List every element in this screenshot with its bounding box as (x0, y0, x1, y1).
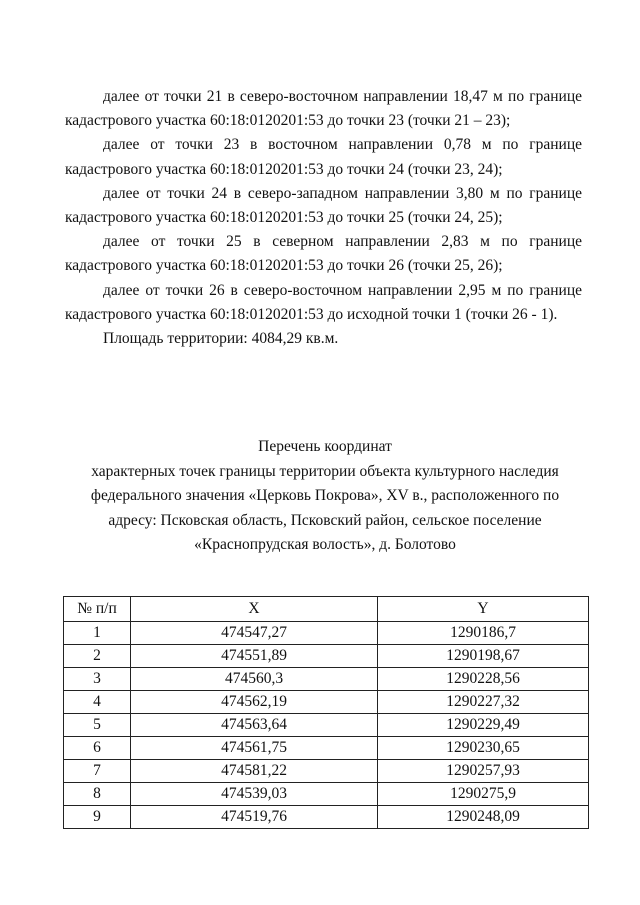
point-number-cell: 2 (64, 645, 131, 668)
heading-line: характерных точек границы территории объекта культурного наследия (91, 462, 559, 480)
column-header-x: X (131, 597, 378, 622)
y-cell: 1290275,9 (378, 783, 589, 806)
paragraph: далее от точки 23 в восточном направлении 0,78 м по границе кадастрового участка 60:18:0120201:53 до точки 24 (точки 23, 24); (65, 136, 582, 178)
y-cell: 1290248,09 (378, 806, 589, 829)
table-row (64, 622, 589, 645)
paragraph: далее от точки 26 в северо-восточном направлении 2,95 м по границе кадастрового участка 60:18:0120201:53 до исходной точки 1 (точки 26 - 1). (65, 281, 582, 323)
x-cell: 474560,3 (131, 668, 378, 691)
y-cell: 1290227,32 (378, 691, 589, 714)
paragraph: далее от точки 24 в северо-западном направлении 3,80 м по границе кадастрового участка 60:18:0120201:53 до точки 25 (точки 24, 25); (65, 184, 582, 227)
x-cell: 474539,03 (131, 783, 378, 806)
x-cell: 474563,64 (131, 714, 378, 737)
point-number-cell: 7 (64, 760, 131, 783)
heading-line: адресу: Псковская область, Псковский район, сельское поселение (108, 511, 542, 529)
point-number-cell: 3 (64, 668, 131, 691)
point-number-cell: 6 (64, 737, 131, 760)
coordinates-heading (55, 435, 595, 558)
point-number-cell: 4 (64, 691, 131, 714)
paragraph: далее от точки 21 в северо-восточном направлении 18,47 м по границе кадастрового участка 60:18:0120201:53 до точки 23 (точки 21 – 23); (65, 88, 582, 130)
table-header-row (64, 597, 589, 622)
coordinates-table (63, 596, 589, 829)
heading-line: «Краснопрудская волость», д. Болотово (194, 536, 456, 554)
table-row (64, 760, 589, 783)
x-cell: 474562,19 (131, 691, 378, 714)
x-cell: 474551,89 (131, 645, 378, 668)
table-row (64, 668, 589, 691)
boundary-description (65, 85, 582, 351)
table-row (64, 691, 589, 714)
table-row (64, 737, 589, 760)
y-cell: 1290186,7 (378, 622, 589, 645)
y-cell: 1290229,49 (378, 714, 589, 737)
heading-line: Перечень координат (258, 438, 392, 455)
area-statement: Площадь территории: 4084,29 кв.м. (103, 330, 339, 348)
y-cell: 1290228,56 (378, 668, 589, 691)
column-header-number: № п/п (64, 597, 131, 622)
point-number-cell: 1 (64, 622, 131, 645)
y-cell: 1290230,65 (378, 737, 589, 760)
table-row (64, 783, 589, 806)
table-row (64, 806, 589, 829)
point-number-cell: 9 (64, 806, 131, 829)
point-number-cell: 8 (64, 783, 131, 806)
x-cell: 474519,76 (131, 806, 378, 829)
column-header-y: Y (378, 597, 589, 622)
point-number-cell: 5 (64, 714, 131, 737)
paragraph: далее от точки 25 в северном направлении 2,83 м по границе кадастрового участка 60:18:0120201:53 до точки 26 (точки 25, 26); (65, 233, 582, 275)
x-cell: 474561,75 (131, 737, 378, 760)
table-row (64, 645, 589, 668)
x-cell: 474547,27 (131, 622, 378, 645)
table-row (64, 714, 589, 737)
y-cell: 1290257,93 (378, 760, 589, 783)
heading-line: федерального значения «Церковь Покрова», XV в., расположенного по (90, 487, 560, 505)
x-cell: 474581,22 (131, 760, 378, 783)
y-cell: 1290198,67 (378, 645, 589, 668)
